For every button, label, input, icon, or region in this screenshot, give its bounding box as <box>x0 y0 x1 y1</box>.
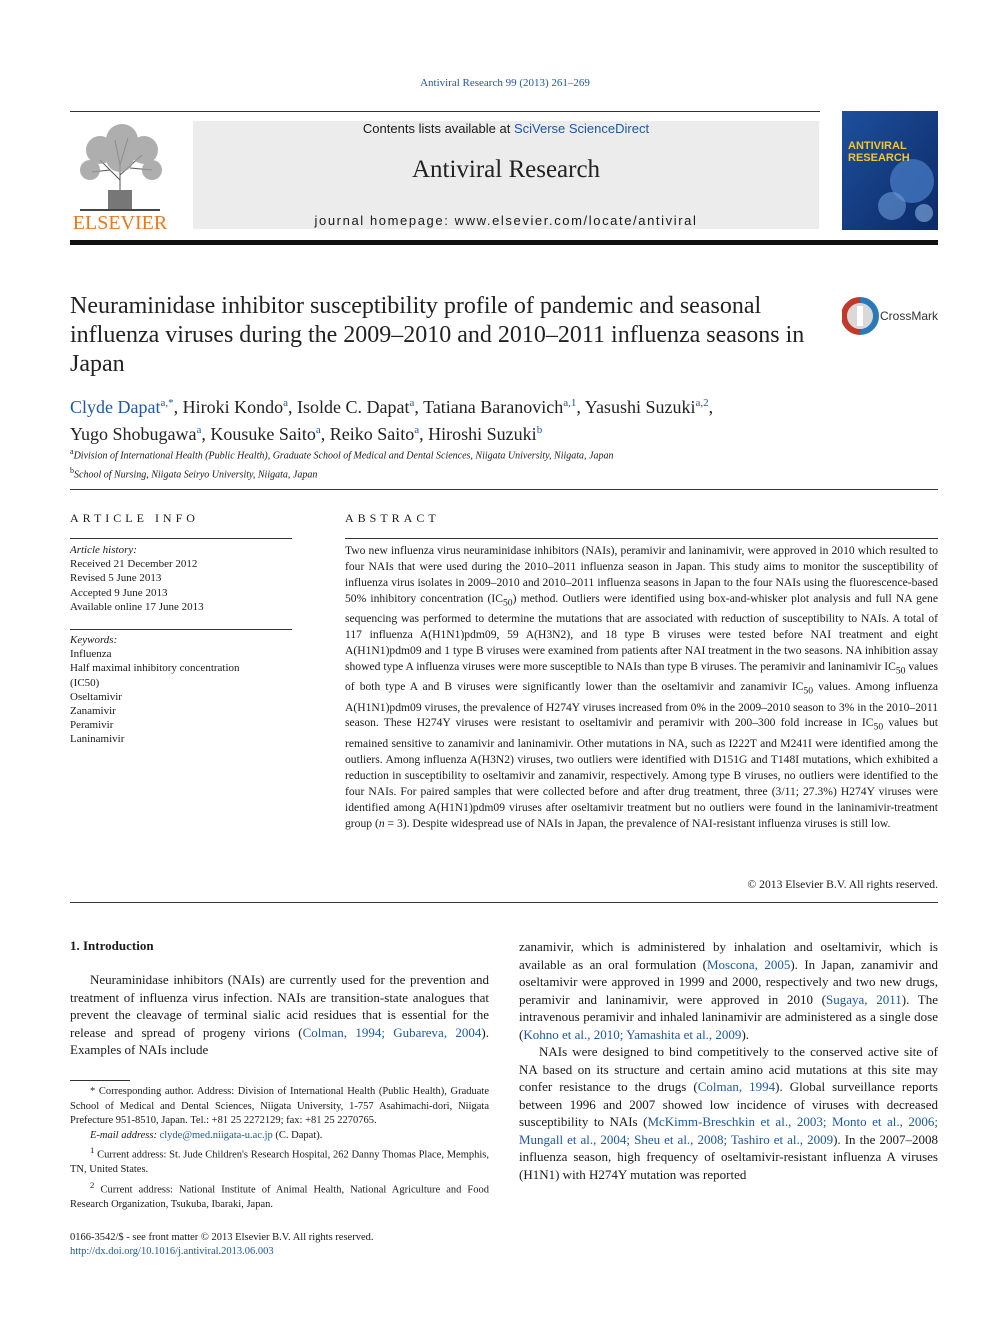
citation-link[interactable]: Kohno et al., 2010; Yamashita et al., 2009 <box>523 1026 742 1042</box>
email-note: E-mail address: clyde@med.niigata-u.ac.jp (C. Dapat). <box>90 1129 323 1141</box>
history-online: Available online 17 June 2013 <box>70 600 204 613</box>
author: Hiroshi Suzuki$^b$ <box>428 424 543 444</box>
copyright: © 2013 Elsevier B.V. All rights reserved. <box>747 878 938 891</box>
affiliation-a: $^a$Division of International Health (Public Health), Graduate School of Medical and Dental Sciences, Niigata University, Niigata, Japan <box>70 447 614 462</box>
citation-link[interactable]: Colman, 1994 <box>697 1079 776 1094</box>
footnote-rule <box>70 1080 130 1081</box>
crossmark-label[interactable]: CrossMark <box>880 309 939 323</box>
abstract-text: Two new influenza virus neuraminidase inhibitors (NAIs), peramivir and laninamivir, were approved in 2010 which resulted to four NAIs that were used during the 2010–2011 influenza season in Japan. This study aims to monitor the susceptibility of influenza virus isolates in 2009–2010 and 2010–2011 influenza seasons in Japan to the four NAIs using the fluorescence-based 50% inhibitory concentration $(IC_{50})$ method. Outliers were identified using box-and-whisker plot analysis and full NA gene sequencing was performed to determine the mutations that are associated with reduction of susceptibility to NAIs. A total of 117 influenza A(H1N1)pdm09, 59 A(H3N2), and 18 type B viruses were tested before NAI treatment and eight A(H1N1)pdm09 and 1 type B viruses were examined from patients after NAI treatment in the two seasons. NA inhibition assay showed type A influenza viruses were more susceptible to NAIs than type B viruses. The peramivir and laninamivir $IC_{50}$ values of both type A and B viruses were significantly lower than the oseltamivir and zanamivir $IC_{50}$ values. Among influenza A(H1N1)pdm09 viruses, the prevalence of H274Y viruses increased from 0% in the 2009–2010 season to 3% in the 2010–2011 season. These H274Y viruses were resistant to oseltamivir and peramivir with 200–300 fold increase in $IC_{50}$ values but remained sensitive to zanamivir and laninamivir. Other mutations in NA, such as I222T and M241I were identified among the outliers. Among influenza A(H3N2) viruses, two outliers were identified with D151G and T148I mutations, which exhibited a reduction in susceptibility to oseltamivir and zanamivir, respectively. Among type B viruses, no outliers were identified to the four NAIs. For paired samples that were collected before and after drug treatment, three (3/11; 27.3%) H274Y viruses were identified among A(H1N1)pdm09 viruses after oseltamivir treatment but no outliers were found in the laninamivir-treatment group (n = 3). Despite widespread use of NAIs in Japan, the prevalence of NAI-resistant influenza viruses is still low. <box>345 544 938 830</box>
citation-link[interactable]: Moscona, 2005 <box>707 956 791 972</box>
author: Yugo Shobugawa$^a$, <box>70 424 211 444</box>
intro-paragraph: NAIs were designed to bind competitively to the conserved active site of NA based on its structure and certain amino acid mutations at this site may confer resistance to the drugs (Colman, 1994). Global surveillance reports between 1996 and 2007 showed low incidence of viruses with decreased susceptibility to NAIs (McKimm-Breschkin et al., 2003; Monto et al., 2006; Mungall et al., 2004; Sheu et al., 2008; Tashiro et al., 2009). In the 2007–2008 influenza season, high frequency of oseltamivir-resistant influenza A viruses (H1N1) with H274Y mutation was reported <box>519 1044 939 1182</box>
history-received: Received 21 December 2012 <box>70 558 198 571</box>
keywords <box>70 633 292 747</box>
affiliation-b: $^b$School of Nursing, Niigata Seiryo University, Niigata, Japan <box>70 465 318 481</box>
contents-line <box>193 121 819 136</box>
section-rule <box>70 489 938 490</box>
article-history <box>70 543 292 614</box>
doi-link[interactable]: http://dx.doi.org/10.1016/j.antiviral.2013.06.003 <box>70 1246 274 1257</box>
sciencedirect-link[interactable]: SciVerse ScienceDirect <box>513 121 650 136</box>
author: Clyde Dapat$^{a,*}$, <box>70 397 183 417</box>
corresponding-author-note: * Corresponding author. Address: Division of International Health (Public Health), Graduate School of Medical and Dental Sciences, Niigata University, 1-757 Asahimachi-dori, Niigata Prefecture 951-8510, Japan. Tel.: +81 25 2272129; fax: +81 25 2270765. <box>70 1086 489 1126</box>
info-rule <box>70 538 292 539</box>
journal-title: Antiviral Research <box>411 156 601 183</box>
intro-paragraph: zanamivir, which is administered by inhalation and oseltamivir, which is available as an oral formulation (Moscona, 2005). In Japan, zanamivir and oseltamivir were approved in 1999 and 2000, respectively and two new drugs, peramivir and laninamivir, were approved in 2010 (Sugaya, 2011). The intravenous peramivir and inhaled laninamivir are administered as a single dose (Kohno et al., 2010; Yamashita et al., 2009). <box>519 939 938 1042</box>
keywords-label: Keywords: <box>70 634 118 646</box>
keyword: (IC50) <box>70 676 100 689</box>
homepage-prefix: journal homepage: <box>314 213 455 228</box>
issn-block <box>70 1231 570 1259</box>
abstract-heading: ABSTRACT <box>345 511 440 525</box>
abstract-rule <box>345 538 938 539</box>
header-rule <box>70 111 820 112</box>
history-accepted: Accepted 9 June 2013 <box>70 586 168 599</box>
citation-link[interactable]: McKimm-Breschkin et al., 2003; Monto et al., 2006; Mungall et al., 2004; Sheu et al., 2008; Tashiro et al., 2009 <box>519 1114 939 1147</box>
homepage-link[interactable]: www.elsevier.com/locate/antiviral <box>454 213 698 228</box>
journal-homepage <box>193 213 819 228</box>
elsevier-wordmark: ELSEVIER <box>72 212 168 232</box>
journal-reference[interactable]: Antiviral Research 99 (2013) 261–269 <box>420 77 590 89</box>
email-link[interactable]: clyde@med.niigata-u.ac.jp <box>159 1129 273 1141</box>
footnotes <box>70 1085 489 1212</box>
author: Isolde C. Dapat$^a$, <box>297 397 424 417</box>
history-label: Article history: <box>70 544 137 556</box>
author: Tatiana Baranovich$^{a,1}$, <box>423 397 585 417</box>
keyword: Oseltamivir <box>70 690 122 703</box>
cover-title-line1: ANTIVIRAL <box>848 140 907 152</box>
keyword: Zanamivir <box>70 705 116 718</box>
author: Reiko Saito$^a$, <box>329 424 429 444</box>
author-list <box>70 392 938 446</box>
keyword: Influenza <box>70 648 112 661</box>
journal-cover-thumbnail[interactable] <box>842 111 938 230</box>
intro-column-2 <box>519 938 938 1183</box>
footnote-2: $^2$ Current address: National Institute of Animal Health, National Agriculture and Food Research Organization, Tsukuba, Ibaraki, Japan. <box>70 1179 489 1210</box>
author: Kousuke Saito$^a$, <box>210 424 330 444</box>
article-title: Neuraminidase inhibitor susceptibility profile of pandemic and seasonal influenza viruses during the 2009–2010 and 2010–2011 influenza seasons in Japan <box>70 293 805 377</box>
keyword: Peramivir <box>70 719 114 732</box>
header-thick-rule <box>70 240 938 245</box>
info-rule <box>70 629 292 630</box>
intro-paragraph: Neuraminidase inhibitors (NAIs) are currently used for the prevention and treatment of influenza virus infection. NAIs are transition-state analogues that prevent the cleavage of terminal sialic acid residues that is essential for the release and spread of progeny virions (Colman, 1994; Gubareva, 2004). Examples of NAIs include <box>70 972 489 1057</box>
article-info-heading: ARTICLE INFO <box>70 511 199 525</box>
keyword: Laninamivir <box>70 733 125 746</box>
affiliations <box>70 445 938 483</box>
keyword: Half maximal inhibitory concentration <box>70 662 240 675</box>
issn-line: 0166-3542/$ - see front matter © 2013 Elsevier B.V. All rights reserved. <box>70 1232 374 1243</box>
history-revised: Revised 5 June 2013 <box>70 572 162 585</box>
footnote-1: $^1$ Current address: St. Jude Children's Research Hospital, 262 Danny Thomas Place, Memphis, TN, United States. <box>70 1145 490 1175</box>
contents-prefix: Contents lists available at <box>362 121 514 136</box>
author: Hiroki Kondo$^a$, <box>182 397 298 417</box>
crossmark-icon[interactable] <box>842 296 882 336</box>
author: Yasushi Suzuki$^{a,2}$, <box>584 397 714 417</box>
citation-link[interactable]: Sugaya, 2011 <box>825 991 902 1007</box>
citation-link[interactable]: Colman, 1994; Gubareva, 2004 <box>302 1024 482 1040</box>
intro-heading: 1. Introduction <box>70 938 154 953</box>
elsevier-tree-logo <box>70 120 170 232</box>
section-rule <box>70 902 938 903</box>
cover-title-line2: RESEARCH <box>848 152 910 164</box>
